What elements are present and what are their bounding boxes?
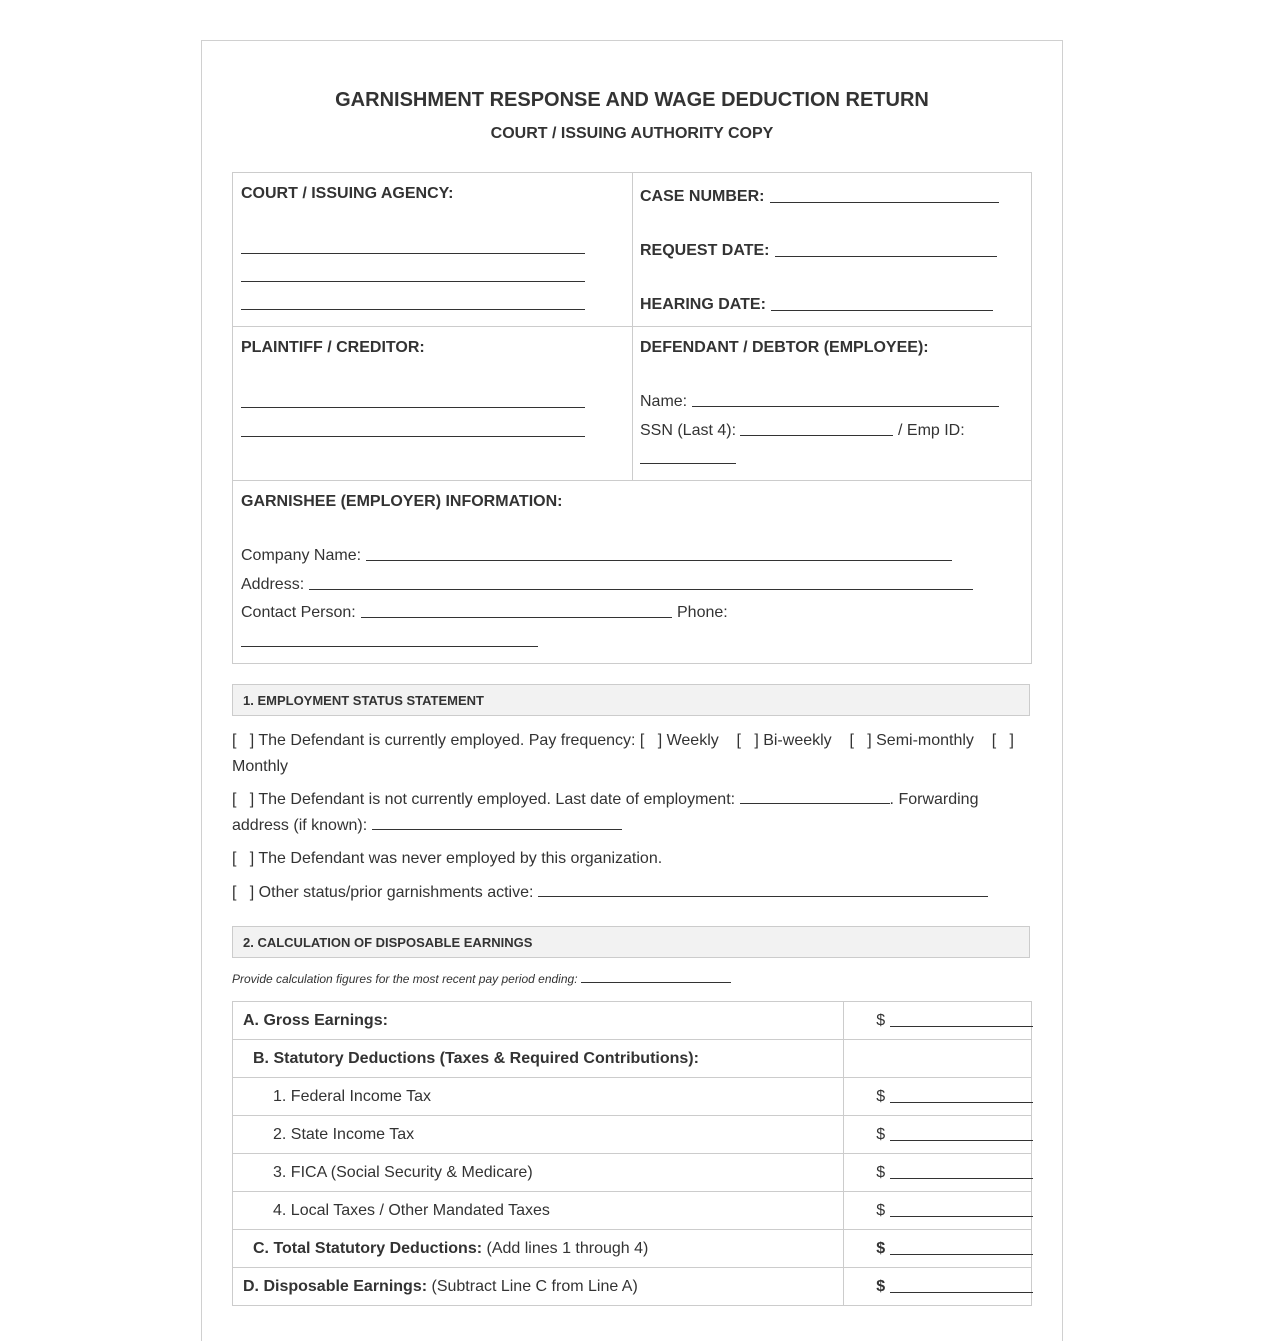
amount-line[interactable] [890, 1102, 1033, 1103]
hearing-date-field[interactable] [771, 310, 993, 311]
row-label: 1. Federal Income Tax [233, 1078, 844, 1116]
plaintiff-line-1[interactable] [241, 407, 585, 408]
form-page [201, 40, 1063, 1341]
amount-line[interactable] [890, 1026, 1033, 1027]
last-employment-date-field[interactable] [740, 802, 890, 804]
status-item-other[interactable] [232, 880, 1022, 906]
amount-line[interactable] [890, 1140, 1033, 1141]
currency-symbol: $ [876, 1202, 886, 1219]
address-field[interactable] [309, 589, 973, 590]
hearing-date-label: HEARING DATE: [640, 296, 766, 313]
other-status-field[interactable] [538, 895, 988, 897]
emp-id-label: / Emp ID: [898, 422, 965, 439]
ssn-label: SSN (Last 4): [640, 422, 737, 439]
status-item-not-employed[interactable] [232, 787, 1022, 839]
status-item-never-employed[interactable] [232, 846, 1022, 872]
amount-cell[interactable] [844, 1154, 1032, 1192]
empty-amount-cell [844, 1040, 1032, 1078]
row-label-cell [233, 1230, 844, 1268]
pay-period-ending-field[interactable] [581, 981, 731, 983]
company-name-field[interactable] [366, 560, 952, 561]
status-item-other-text: [ ] Other status/prior garnishments active: [232, 884, 534, 901]
table-row [233, 1002, 1032, 1040]
table-row [233, 1268, 1032, 1306]
company-name-label: Company Name: [241, 547, 362, 564]
row-label: A. Gross Earnings: [233, 1002, 844, 1040]
ssn-field[interactable] [740, 435, 893, 436]
grid-divider-2 [233, 480, 1031, 481]
forwarding-text: . Forwarding [889, 791, 979, 808]
court-agency-line-3[interactable] [241, 309, 585, 310]
table-row [233, 1078, 1032, 1116]
currency-symbol: $ [876, 1240, 886, 1257]
pay-period-note-text: Provide calculation figures for the most recent pay period ending: [232, 972, 578, 986]
table-row [233, 1154, 1032, 1192]
court-agency-line-1[interactable] [241, 253, 585, 254]
request-date-label: REQUEST DATE: [640, 242, 770, 259]
status-item-never-employed-text: [ ] The Defendant was never employed by this organization. [232, 850, 663, 867]
phone-label: Phone: [677, 604, 728, 621]
phone-field[interactable] [241, 646, 538, 647]
currency-symbol: $ [876, 1164, 886, 1181]
table-row [233, 1040, 1032, 1078]
row-label: 4. Local Taxes / Other Mandated Taxes [233, 1192, 844, 1230]
amount-cell[interactable] [844, 1192, 1032, 1230]
amount-cell[interactable] [844, 1116, 1032, 1154]
table-row [233, 1230, 1032, 1268]
contact-person-field[interactable] [361, 617, 672, 618]
amount-cell[interactable] [844, 1078, 1032, 1116]
amount-line[interactable] [890, 1292, 1033, 1293]
status-item-employed-monthly: Monthly [232, 758, 289, 775]
row-label-suffix: (Subtract Line C from Line A) [427, 1277, 638, 1295]
forwarding-address-field[interactable] [372, 828, 622, 830]
amount-cell[interactable] [844, 1230, 1032, 1268]
currency-symbol: $ [876, 1278, 886, 1295]
amount-cell[interactable] [844, 1002, 1032, 1040]
table-row [233, 1116, 1032, 1154]
row-label: B. Statutory Deductions (Taxes & Required Contributions): [233, 1040, 844, 1078]
row-label: 2. State Income Tax [233, 1116, 844, 1154]
amount-cell[interactable] [844, 1268, 1032, 1306]
status-item-employed-text: [ ] The Defendant is currently employed. Pay frequency: [ ] Weekly [ ] Bi-weekly [ ] Semi-monthly [ ] [232, 732, 1014, 749]
currency-symbol: $ [876, 1012, 886, 1029]
section-1-heading: 1. EMPLOYMENT STATUS STATEMENT [232, 684, 1030, 716]
address-label: Address: [241, 576, 305, 593]
name-label: Name: [640, 393, 688, 410]
form-title: GARNISHMENT RESPONSE AND WAGE DEDUCTION RETURN [335, 89, 929, 111]
section-2-heading: 2. CALCULATION OF DISPOSABLE EARNINGS [232, 926, 1030, 958]
form-subtitle: COURT / ISSUING AUTHORITY COPY [490, 125, 774, 142]
garnishee-label: GARNISHEE (EMPLOYER) INFORMATION: [241, 493, 563, 510]
currency-symbol: $ [876, 1088, 886, 1105]
row-label-cell [233, 1268, 844, 1306]
contact-person-label: Contact Person: [241, 604, 356, 621]
row-label-suffix: (Add lines 1 through 4) [482, 1239, 649, 1257]
row-label: D. Disposable Earnings: [243, 1277, 428, 1295]
forwarding-address-label: address (if known): [232, 817, 368, 834]
amount-line[interactable] [890, 1178, 1033, 1179]
earnings-table [232, 1001, 1032, 1306]
amount-line[interactable] [890, 1216, 1033, 1217]
emp-id-field[interactable] [640, 463, 736, 464]
grid-divider-vertical [632, 173, 633, 481]
amount-line[interactable] [890, 1254, 1033, 1255]
status-item-not-employed-text: [ ] The Defendant is not currently employed. Last date of employment: [232, 791, 736, 808]
request-date-field[interactable] [775, 256, 997, 257]
grid-divider-1 [233, 326, 1031, 327]
currency-symbol: $ [876, 1126, 886, 1143]
court-agency-line-2[interactable] [241, 281, 585, 282]
plaintiff-line-2[interactable] [241, 436, 585, 437]
case-number-label: CASE NUMBER: [640, 188, 765, 205]
row-label: C. Total Statutory Deductions: [253, 1239, 483, 1257]
status-item-employed[interactable] [232, 728, 1022, 780]
pay-period-note [232, 972, 731, 986]
defendant-name-field[interactable] [692, 406, 999, 407]
row-label: 3. FICA (Social Security & Medicare) [233, 1154, 844, 1192]
plaintiff-label: PLAINTIFF / CREDITOR: [241, 339, 425, 356]
table-row [233, 1192, 1032, 1230]
court-agency-label: COURT / ISSUING AGENCY: [241, 185, 454, 202]
defendant-label: DEFENDANT / DEBTOR (EMPLOYEE): [640, 339, 929, 356]
case-number-field[interactable] [770, 202, 999, 203]
